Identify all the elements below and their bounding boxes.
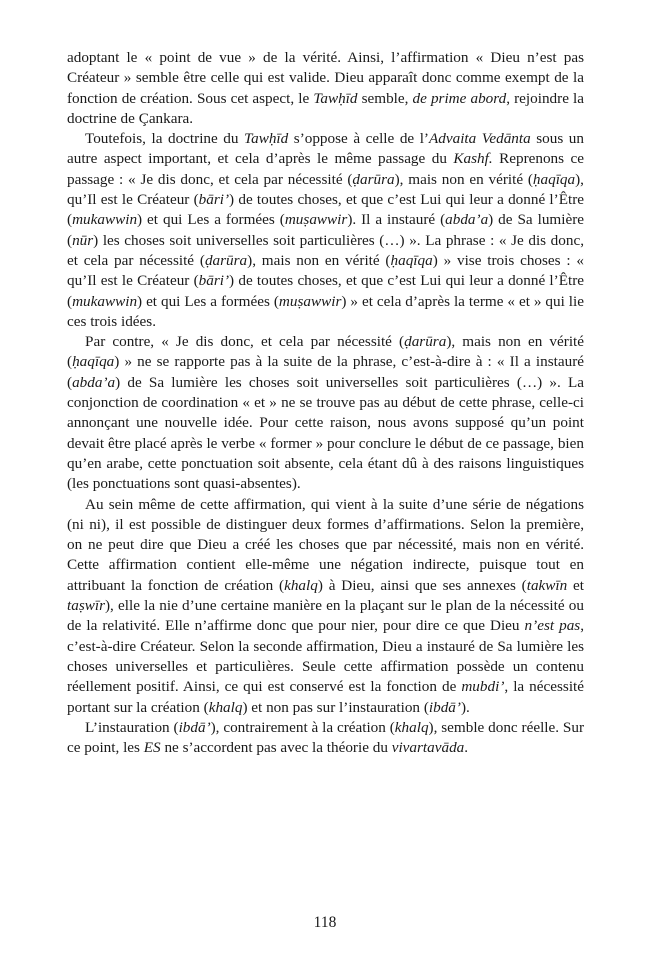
italic-term: Tawḥīd — [244, 130, 289, 148]
text-run: et — [567, 576, 584, 594]
text-run: ), mais non en vérité ( — [67, 333, 584, 371]
paragraph-4 — [67, 495, 584, 718]
text-run: Toutefois, la doctrine du — [85, 130, 245, 148]
text-run: ), mais non en vérité ( — [247, 251, 391, 269]
italic-term: vivartavāda — [391, 739, 465, 757]
italic-term: Advaita Vedānta — [428, 130, 531, 148]
italic-term: takwīn — [526, 576, 568, 594]
text-run: Au sein même de cette affirmation, qui vient à la suite d’une série de négations (ni ni), il est possible de distinguer deux formes d’affirmations. Selon la première, on ne peut dire que Dieu a créé les choses que par nécessité, mais non en vérité. Cette affirmation contient elle-même une négation indirecte, puisque tout en attribuant la fonction de création ( — [67, 495, 584, 594]
text-run: ) de Sa lumière les choses soit universelles soit particulières (…) ». La conjonction de coordination « et » ne se trouve pas au début de cette phrase, celle-ci annonçant une nouvelle idée. Pour cette raison, nous avons supposé qu’un point devait être placé après le verbe « former » pour conclure le début de ce passage, bien qu’en arabe, cette ponctuation soit absente, cela étant dû à des raisons linguistiques (les ponctuations sont quasi-absentes). — [67, 373, 584, 493]
italic-term: Kashf. — [453, 150, 493, 168]
page-body — [67, 48, 584, 758]
italic-term: ḥaqīqa — [532, 170, 576, 188]
text-run: ), qu’Il est le Créateur ( — [67, 170, 584, 209]
text-run: ) » ne se rapporte pas à la suite de la phrase, c’est-à-dire à : « Il a instauré ( — [67, 353, 584, 391]
italic-term: ibdā’ — [428, 698, 461, 716]
paragraph-1 — [67, 48, 584, 129]
italic-term: khalq — [208, 698, 243, 716]
italic-term: ḥaqīqa — [390, 251, 433, 269]
italic-term: mukawwin — [72, 292, 138, 310]
text-run: ) » et cela d’après la terme « et » qui lie ces trois idées. — [67, 292, 584, 330]
italic-term: ibdā’ — [178, 718, 211, 736]
italic-term: abda’a — [72, 373, 116, 391]
italic-term: khalq — [284, 576, 318, 594]
italic-term: mubdi’ — [461, 678, 505, 696]
text-run: ), elle la nie d’une certaine manière en la plaçant sur le plan de la nécessité ou de la relativité. Elle n’affirme donc que pour nier, pour dire ce que Dieu — [67, 597, 584, 635]
text-run: ) » vise trois choses : « qu’Il est le Créateur ( — [67, 251, 585, 290]
paragraph-2 — [67, 129, 584, 332]
italic-term: muṣawwir — [284, 211, 348, 229]
text-run: , c’est-à-dire Créateur. Selon la seconde affirmation, Dieu a instauré de Sa lumière les choses universelles et particulières. Seule cette affirmation possède un contenu réellement positif. Ainsi, ce qui est conservé est la fonction de — [67, 617, 584, 696]
italic-term: n’est pas — [524, 617, 581, 635]
italic-term: khalq — [394, 718, 429, 736]
italic-term: mukawwin — [72, 211, 138, 229]
text-run: Par contre, « Je dis donc, et cela par nécessité ( — [85, 333, 405, 351]
italic-term: bāri’ — [198, 191, 230, 209]
text-run: Reprenons ce passage : « Je dis donc, et cela par nécessité ( — [67, 150, 585, 188]
italic-term: ḍarūra — [204, 251, 248, 269]
italic-term: Tawḥīd — [313, 89, 358, 107]
text-run: ). — [460, 698, 470, 716]
italic-term: ES — [143, 739, 161, 757]
page-number: 118 — [313, 914, 337, 931]
italic-term: ḍarūra — [404, 333, 447, 351]
italic-term: taṣwīr — [67, 597, 105, 615]
text-run: ). Il a instauré ( — [347, 211, 446, 229]
italic-term: muṣawwir — [278, 292, 342, 310]
italic-term: de prime abord — [412, 89, 507, 107]
text-run: sous un autre aspect important, et cela d’après le même passage du — [67, 130, 584, 168]
paragraph-5 — [67, 718, 584, 759]
text-run: s’oppose à celle de l’ — [288, 130, 429, 148]
text-run: adoptant le « point de vue » de la vérité. Ainsi, l’affirmation « Dieu n’est pas Créateur » semble être celle qui est valide. Dieu apparaît donc comme exempt de la fonction de création. Sous cet aspect, le — [67, 49, 584, 107]
text-run: ) et non pas sur l’instauration ( — [242, 698, 429, 716]
text-run: ) à Dieu, ainsi que ses annexes ( — [317, 576, 527, 594]
italic-term: ḥaqīqa — [72, 353, 115, 371]
text-run: ) de toutes choses, et que c’est Lui qui leur a donné l’Être ( — [67, 272, 584, 310]
italic-term: ḍarūra — [352, 170, 395, 188]
text-run: ) et qui Les a formées ( — [137, 292, 279, 310]
text-run: ) de toutes choses, et que c’est Lui qui leur a donné l’Être ( — [67, 191, 584, 229]
text-run: ne s’accordent pas avec la théorie du — [160, 739, 392, 757]
text-run: ) les choses soit universelles soit particulières (…) ». La phrase : « Je dis donc, et cela par nécessité ( — [67, 231, 584, 269]
italic-term: abda’a — [445, 211, 489, 229]
text-run: . — [464, 739, 469, 757]
text-run: ) de Sa lumière ( — [67, 211, 584, 249]
text-run: ), mais non en vérité ( — [394, 170, 533, 188]
text-run: , la nécessité portant sur la création ( — [67, 678, 584, 716]
text-run: ) et qui Les a formées ( — [137, 211, 285, 229]
text-run: ), semble donc réelle. Sur ce point, les — [67, 718, 585, 757]
text-run: , rejoindre la doctrine de Çankara. — [67, 89, 584, 127]
italic-term: nūr — [72, 231, 94, 249]
paragraph-3 — [67, 332, 584, 494]
text-run: ), contrairement à la création ( — [210, 718, 395, 736]
text-run: semble, — [357, 89, 413, 107]
text-run: L’instauration ( — [85, 718, 179, 736]
italic-term: bāri’ — [198, 272, 230, 290]
